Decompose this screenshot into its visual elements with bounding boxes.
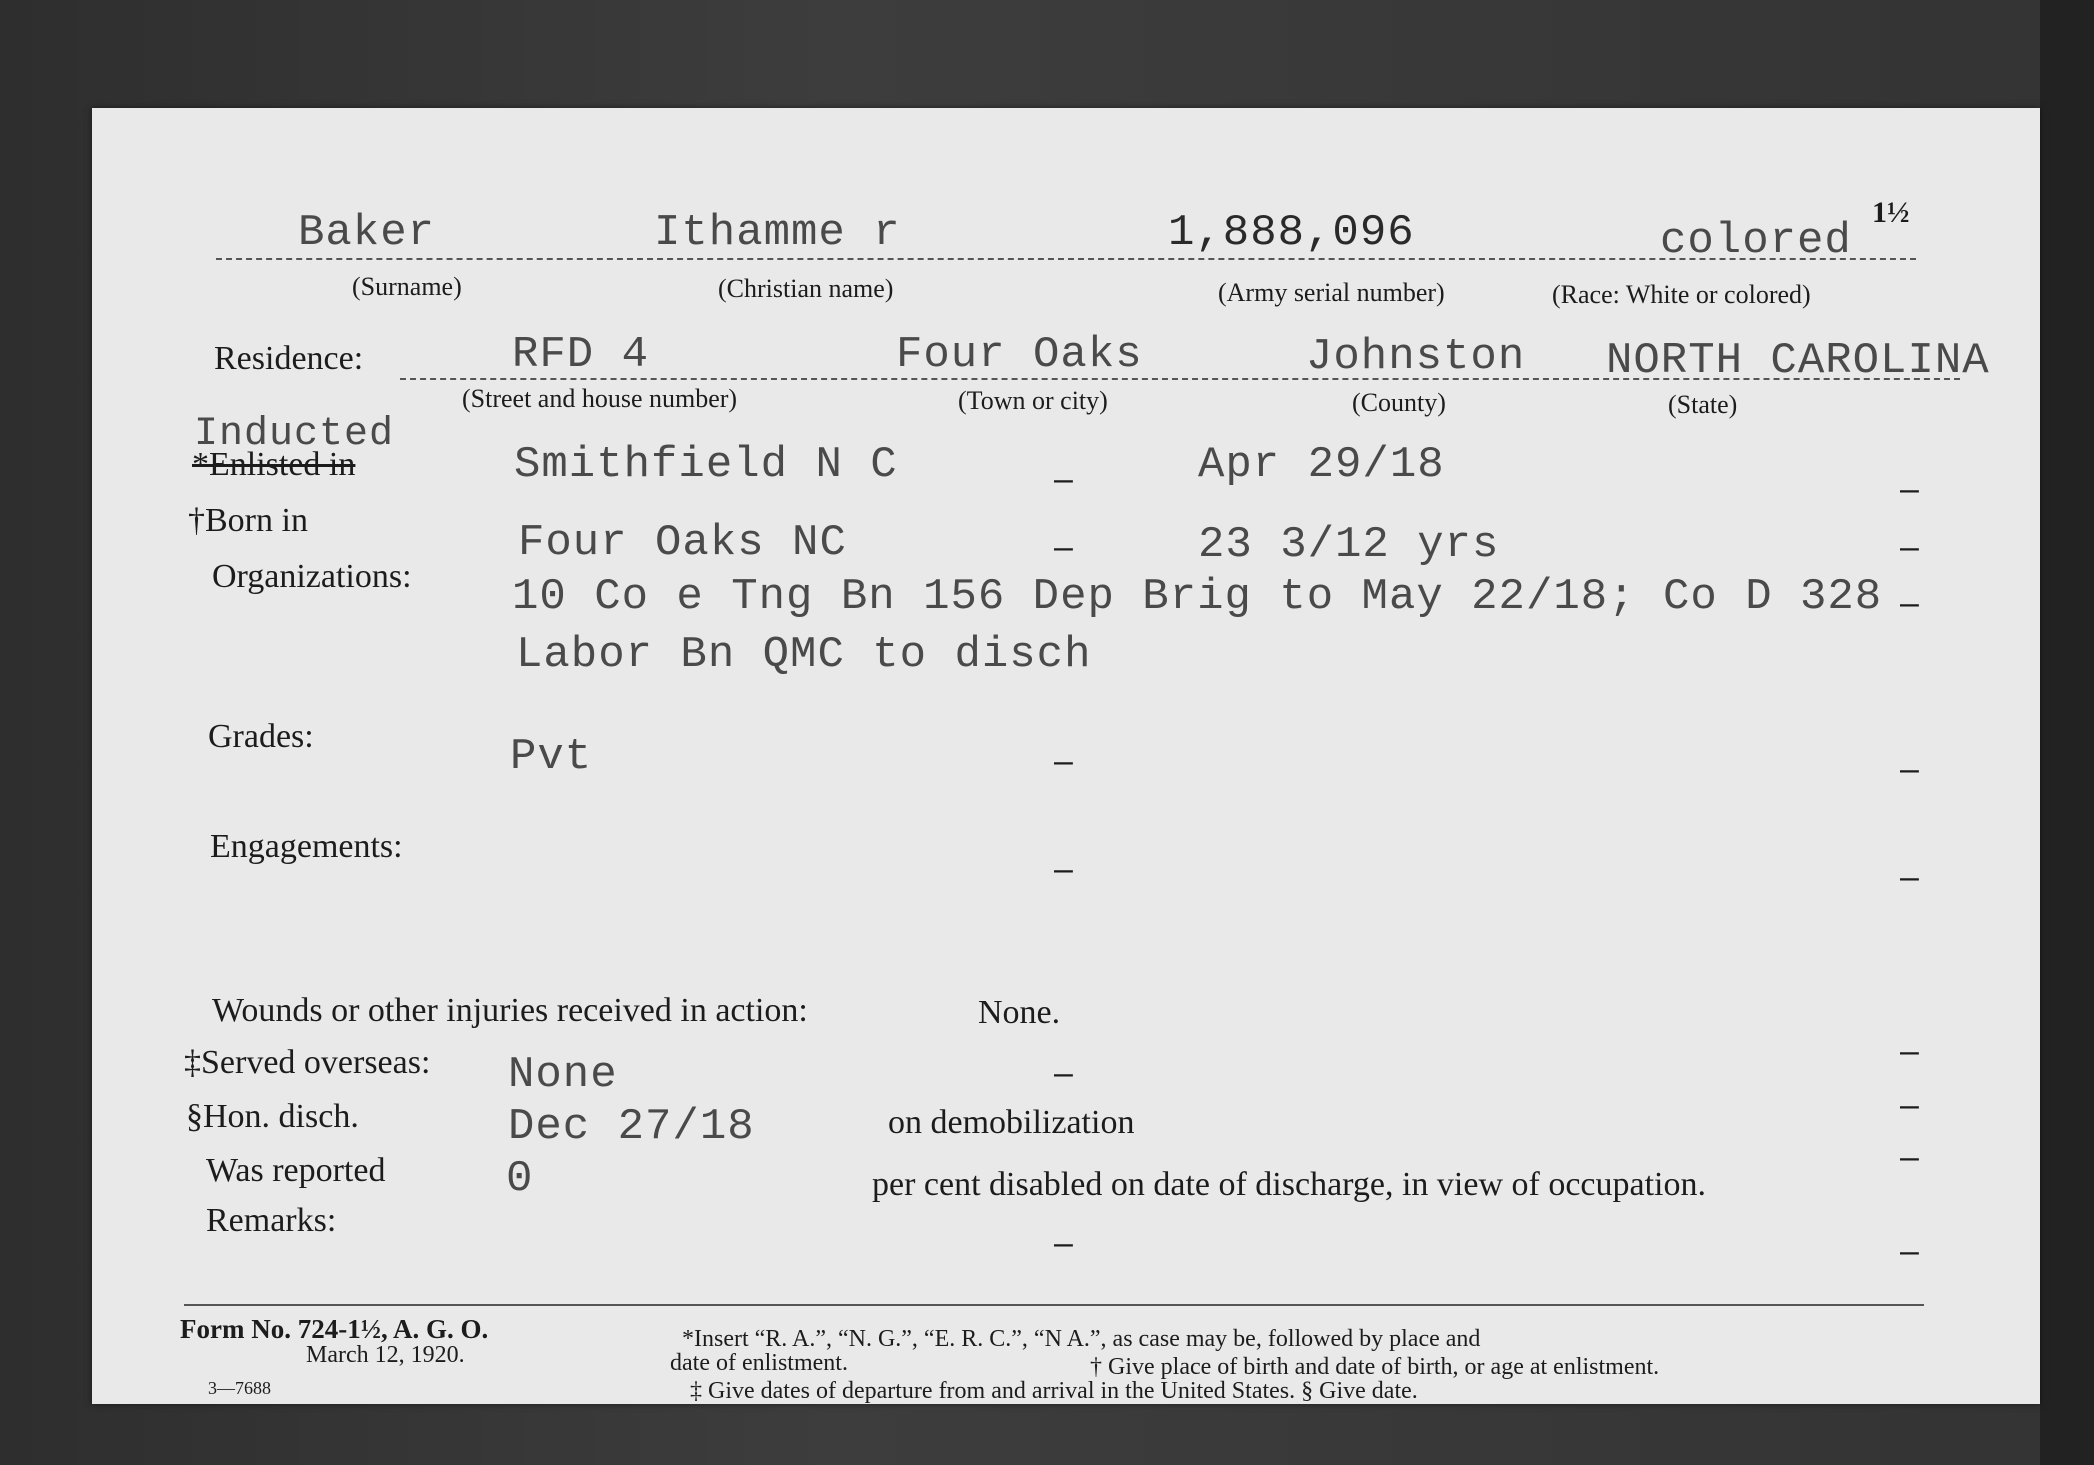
- surname-label: (Surname): [352, 272, 462, 301]
- dash: –: [1900, 1086, 1919, 1124]
- form-number: Form No. 724-1½, A. G. O.: [180, 1314, 489, 1344]
- footnote-overseas: ‡ Give dates of departure from and arrival in the United States. § Give date.: [690, 1378, 1418, 1404]
- race-value: colored: [1660, 216, 1852, 266]
- born-place: Four Oaks NC: [518, 518, 847, 568]
- surname-value: Baker: [298, 208, 436, 258]
- dash: –: [1054, 1054, 1073, 1092]
- corner-mark: 1½: [1872, 196, 1910, 229]
- footnote-enlisted: *Insert “R. A.”, “N. G.”, “E. R. C.”, “N A.”, as case may be, followed by place and: [682, 1326, 1481, 1352]
- dash: –: [1900, 750, 1919, 788]
- wounds-label: Wounds or other injuries received in action:: [212, 992, 808, 1029]
- serial-number-value: 1,888,096: [1168, 208, 1415, 258]
- residence-label: Residence:: [214, 340, 364, 377]
- organizations-line2: Labor Bn QMC to disch: [516, 630, 1092, 680]
- race-label: (Race: White or colored): [1552, 280, 1811, 309]
- reported-label: Was reported: [206, 1152, 386, 1189]
- dash: –: [1054, 742, 1073, 780]
- christian-name-value: Ithamme r: [654, 208, 901, 258]
- record-card: [92, 108, 2040, 1404]
- dash: –: [1054, 850, 1073, 888]
- county-label: (County): [1352, 388, 1446, 417]
- discharge-note: on demobilization: [888, 1104, 1135, 1141]
- dash: –: [1900, 1232, 1919, 1270]
- enlisted-label: *Enlisted in: [192, 446, 356, 483]
- form-code: 3—7688: [208, 1378, 271, 1398]
- overseas-value: None: [508, 1050, 618, 1100]
- footnote-born: † Give place of birth and date of birth, or age at enlistment.: [1090, 1354, 1660, 1380]
- grades-label: Grades:: [208, 718, 314, 755]
- state-value: NORTH CAROLINA: [1606, 336, 1990, 386]
- state-label: (State): [1668, 390, 1738, 419]
- inducted-insert: Inducted: [194, 412, 395, 457]
- remarks-label: Remarks:: [206, 1202, 337, 1239]
- wounds-value: None.: [978, 994, 1061, 1031]
- scan-edge: [2040, 0, 2094, 1465]
- organizations-label: Organizations:: [212, 558, 412, 595]
- town-value: Four Oaks: [896, 330, 1143, 380]
- reported-value: 0: [506, 1154, 534, 1204]
- discharge-date: Dec 27/18: [508, 1102, 755, 1152]
- dash: –: [1900, 584, 1919, 622]
- discharge-label: §Hon. disch.: [186, 1098, 359, 1135]
- grades-value: Pvt: [510, 732, 593, 782]
- dash: –: [1900, 858, 1919, 896]
- dash: –: [1054, 528, 1073, 566]
- form-date: March 12, 1920.: [306, 1342, 465, 1368]
- overseas-label: ‡Served overseas:: [184, 1044, 431, 1081]
- dash: –: [1900, 528, 1919, 566]
- born-label: †Born in: [188, 502, 308, 539]
- christian-name-label: (Christian name): [718, 274, 894, 303]
- dash: –: [1054, 460, 1073, 498]
- street-label: (Street and house number): [462, 384, 738, 413]
- organizations-line1: 10 Co e Tng Bn 156 Dep Brig to May 22/18; Co D 328: [512, 572, 1883, 622]
- serial-number-label: (Army serial number): [1218, 278, 1445, 307]
- street-value: RFD 4: [512, 330, 650, 380]
- county-value: Johnston: [1306, 332, 1526, 382]
- engagements-label: Engagements:: [210, 828, 403, 865]
- enlisted-place: Smithfield N C: [514, 440, 898, 490]
- reported-note: per cent disabled on date of discharge, in view of occupation.: [872, 1166, 1706, 1203]
- footnote-enlisted-cont: date of enlistment.: [670, 1350, 848, 1376]
- header-rule: [216, 258, 1916, 260]
- dash: –: [1900, 1032, 1919, 1070]
- dash: –: [1900, 470, 1919, 508]
- footer-rule: [184, 1304, 1924, 1306]
- born-age: 23 3/12 yrs: [1198, 520, 1500, 570]
- town-label: (Town or city): [958, 386, 1108, 415]
- enlisted-date: Apr 29/18: [1198, 440, 1445, 490]
- dash: –: [1900, 1138, 1919, 1176]
- dash: –: [1054, 1224, 1073, 1262]
